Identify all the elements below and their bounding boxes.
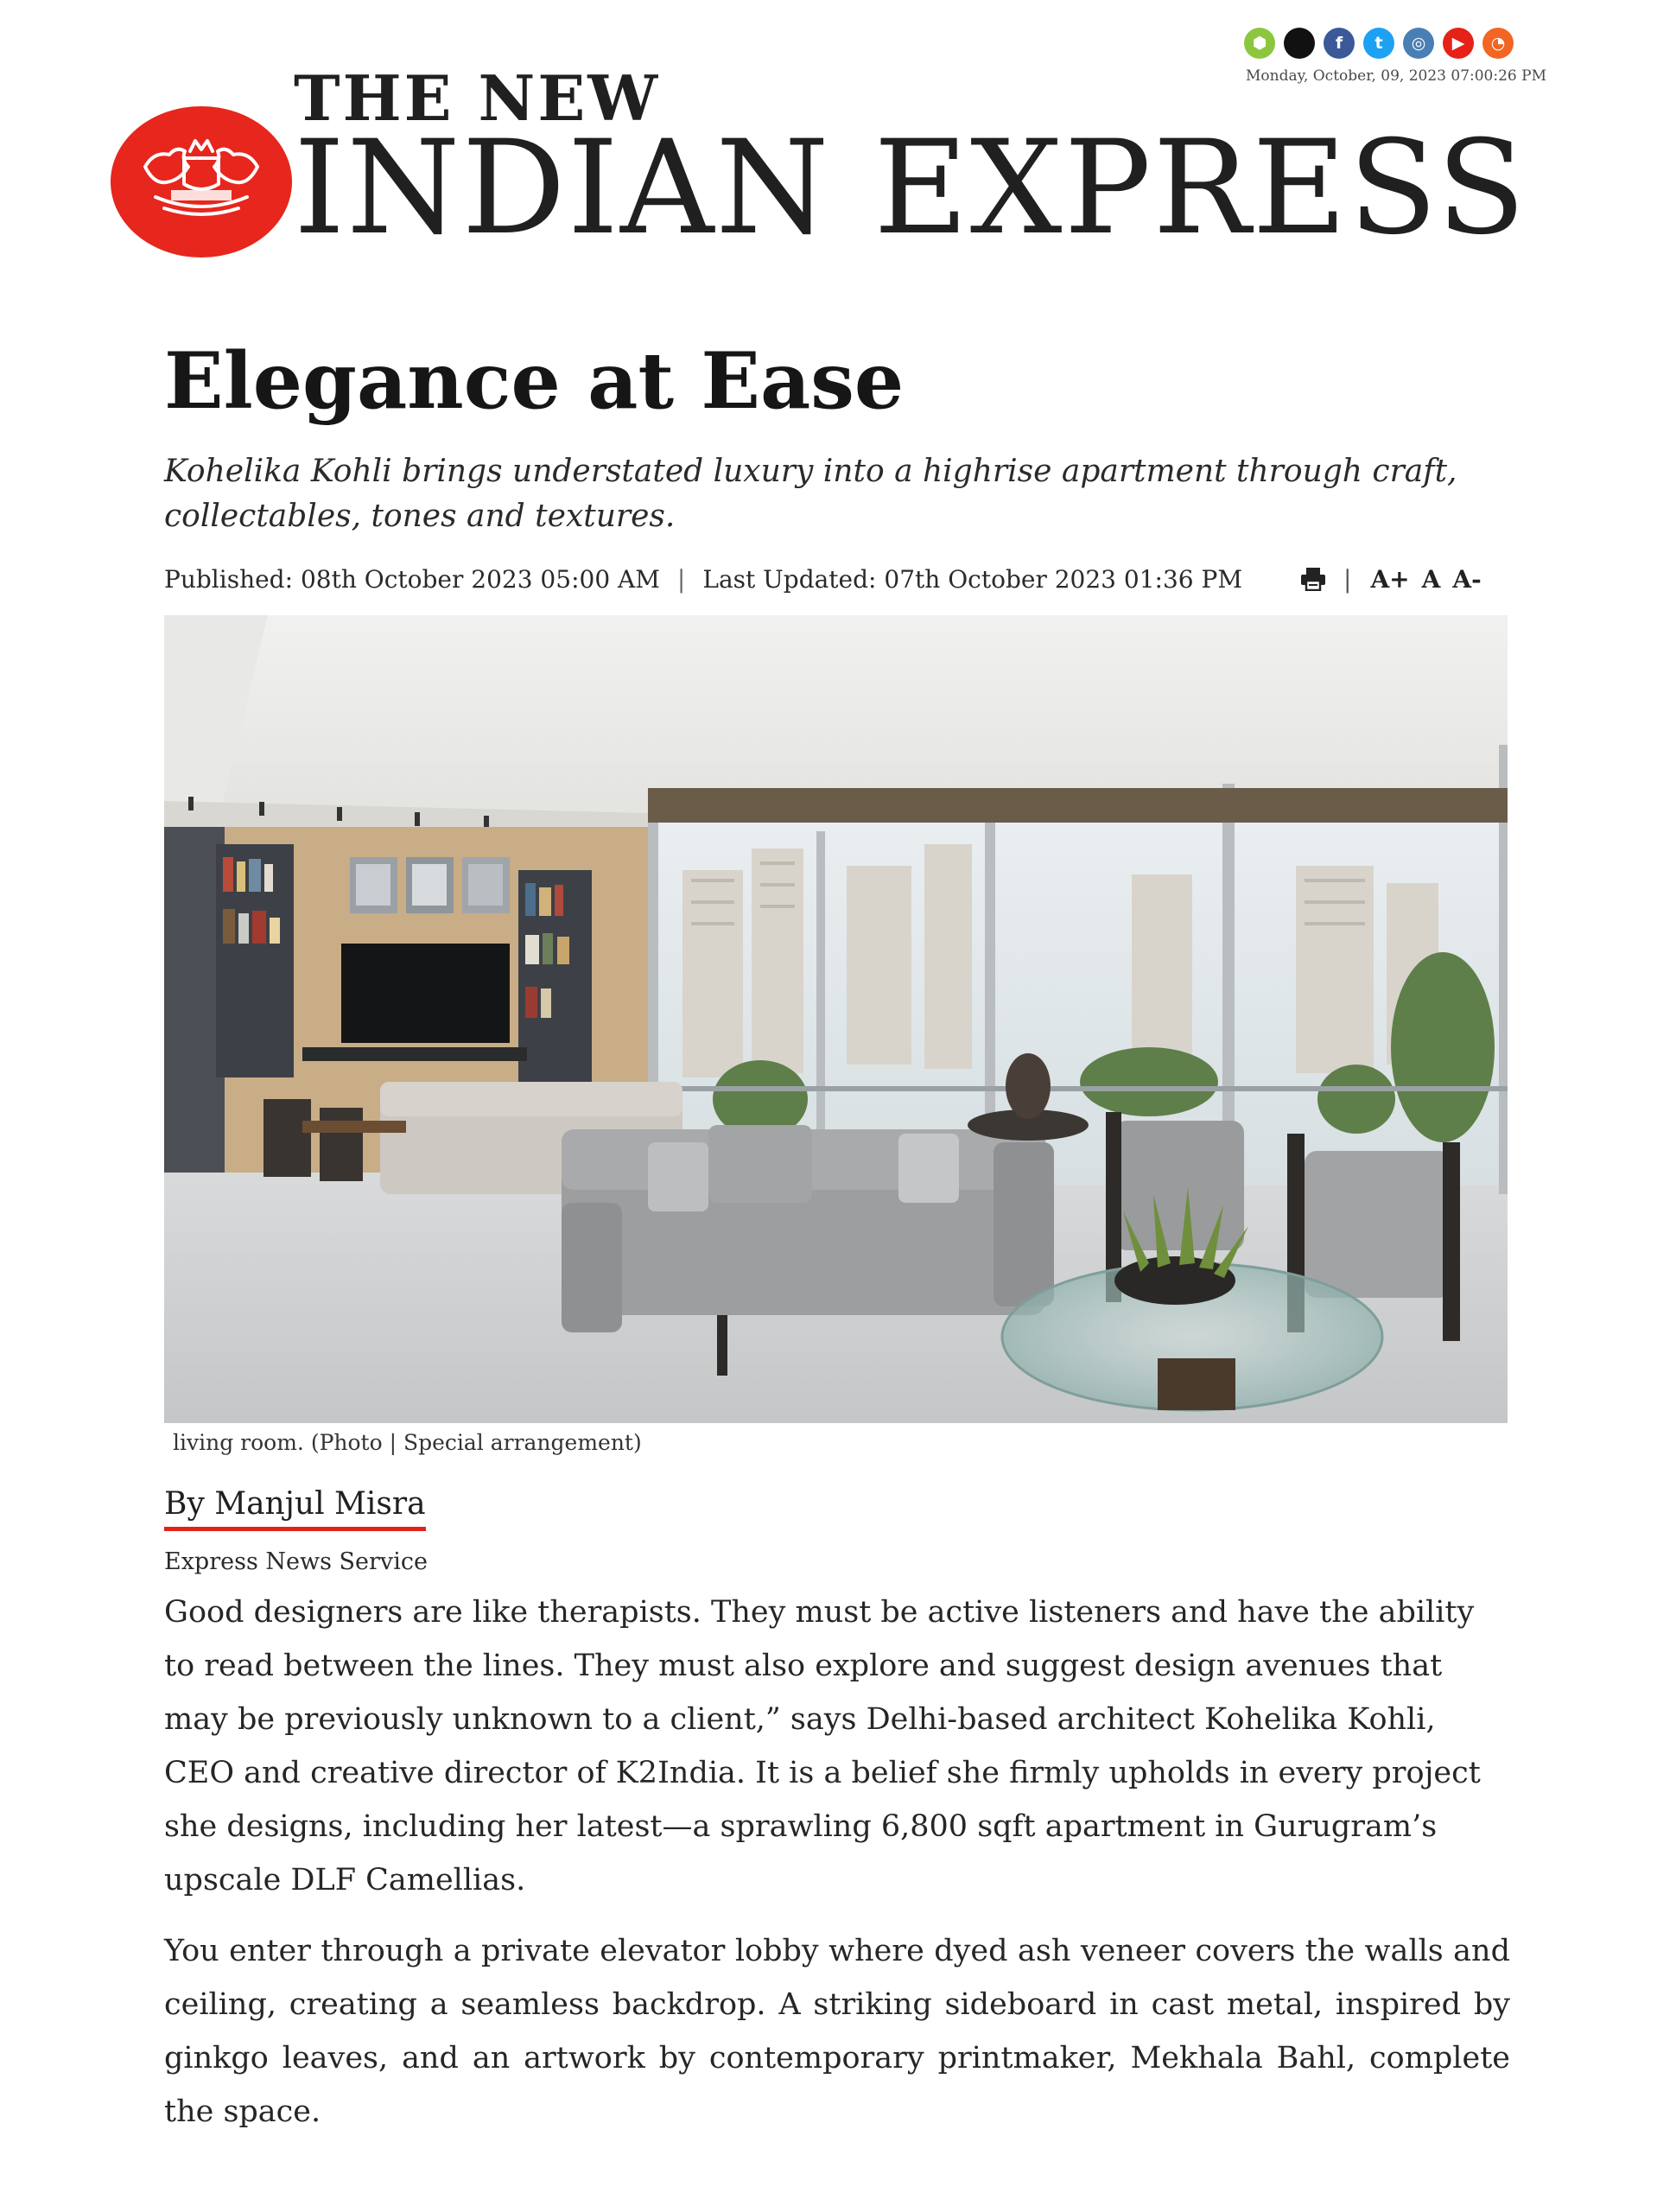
social-icons-row: [1244, 24, 1538, 62]
logo-line-2[interactable]: INDIAN EXPRESS: [294, 113, 1527, 264]
article-tools: [1300, 560, 1482, 598]
updated-date: Last Updated: 07th October 2023 01:36 PM: [702, 564, 1242, 594]
logo-line-1[interactable]: THE NEW: [294, 61, 661, 135]
youtube-icon[interactable]: ▶: [1443, 28, 1474, 59]
living-room-photo: [164, 615, 1508, 1423]
tools-separator: |: [1343, 564, 1352, 594]
logo-emblem[interactable]: [111, 106, 292, 257]
font-normal-button[interactable]: A: [1421, 564, 1441, 594]
author-byline[interactable]: [164, 1486, 426, 1531]
published-date: Published: 08th October 2023 05:00 AM: [164, 564, 660, 594]
rss-icon[interactable]: ◔: [1482, 28, 1514, 59]
apple-icon[interactable]: [1284, 28, 1315, 59]
meta-separator: |: [676, 564, 686, 594]
hero-image: [164, 615, 1508, 1423]
article-paragraph: You enter through a private elevator lobby where dyed ash veneer covers the walls and ceiling, creating a seamless backdrop. A striking sideboard in cast metal, inspired by ginkgo leaves, and an artwork by contemporary printmaker, Mekhala Bahl, complete the space.: [164, 1934, 1510, 2129]
facebook-icon[interactable]: f: [1324, 28, 1355, 59]
android-icon[interactable]: ⬢: [1244, 28, 1275, 59]
news-service: Express News Service: [164, 1548, 428, 1575]
font-increase-button[interactable]: A+: [1370, 564, 1410, 594]
article-subheadline: Kohelika Kohli brings understated luxury into a highrise apartment through craft, collectables, tones and textures.: [164, 454, 1457, 534]
font-decrease-button[interactable]: A-: [1452, 564, 1482, 594]
article-headline: Elegance at Ease: [164, 335, 905, 427]
article-paragraph: Good designers are like therapists. They must be active listeners and have the ability to read between the lines. They must also explore and suggest design avenues that may be previously unknown to a client,” says Delhi-based architect Kohelika Kohli, CEO and creative director of K2India. It is a belief she firmly upholds in every project she designs, including her latest—a sprawling 6,800 sqft apartment in Gurugram’s upscale DLF Camellias.: [164, 1595, 1481, 1897]
header-date: Monday, October, 09, 2023 07:00:26 PM: [1245, 67, 1546, 85]
print-button[interactable]: [1300, 567, 1326, 591]
instagram-icon[interactable]: ◎: [1403, 28, 1434, 59]
image-caption: living room. (Photo | Special arrangement): [173, 1430, 642, 1455]
twitter-icon[interactable]: t: [1363, 28, 1394, 59]
author-link[interactable]: By Manjul Misra: [164, 1486, 426, 1522]
print-icon: [1300, 567, 1326, 591]
lion-unicorn-crest-icon: [111, 106, 292, 257]
